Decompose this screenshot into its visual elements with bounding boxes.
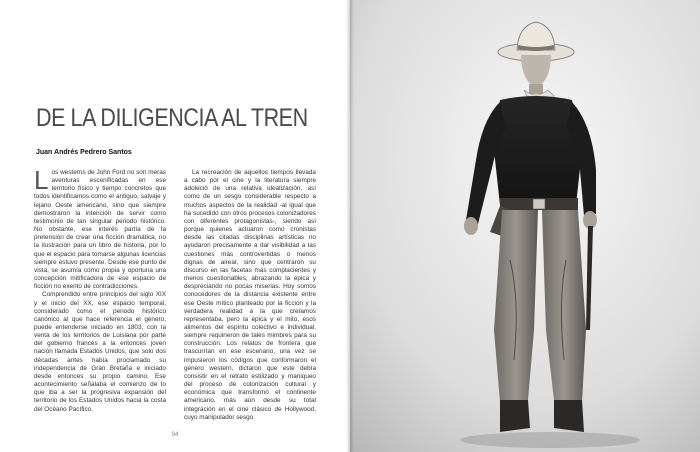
page-number: 94 [171, 431, 179, 438]
paragraph [34, 165, 166, 291]
drop-cap: L [34, 165, 49, 195]
ground-shadow [460, 432, 640, 448]
paragraph: La recreación de aquellos tiempos llevada a cabo por el cine y la literatura siempre adoleció de una relativa idealización, así como de un sesgo considerable respecto a muchos aspectos de la realidad -al igual que ha sucedido con otros procesos colonizadores con diferentes protagonistas-, siendo así porque quienes actuaron como cronistas desde las citadas disciplinas artísticas no ayudaron precisamente a dar visibilidad a las cuestiones más controvertidas o menos dignas de airear, sino que centraron su discurso en las facetas más complacientes y menos cuestionables, abrazando la épica y despreciando no pocas miserias. Hoy somos conocedores de la distancia existente entre ese Oeste mítico planteado por la ficción y la verdadera realidad a la que creíamos representaba, pero la épica y el mito, esos alimentos del espíritu colectivo e individual, siempre requirieron de tales mimbres para su construcción. Los relatos de frontera que trascurrían en ese escenario, una vez se impusieron los códigos que conformaron el género western, dictaron que este debía consistir en el retrato estilizado y maniqueo del proceso de colonización cultural y económica que transformó el continente americano, más aún desde su total integración en el cine clásico de Hollywood, cuyo manipulador sesgo [184, 169, 316, 421]
text-column-2 [184, 169, 316, 429]
paragraph: Comprendido entre principios del siglo XIX y el inicio del XX, ese espacio temporal, considerado como el periodo histórico canónico al que hace referencia el género, puede entenderse iniciado en 1803, con la venta de los territorios de Luisiana por parte del gobierno francés a la entonces joven nación llamada Estados Unidos, que solo dos décadas antes había proclamado su independencia de Gran Bretaña e iniciado desde entonces su propio camino. Ese acontecimiento señalaba el comienzo de lo que iba a ser la progresiva expansión del territorio de los Estados Unidos hacia la costa del Océano Pacífico. [34, 291, 166, 413]
cowboy-photo [350, 0, 700, 452]
right-boot-icon [554, 400, 584, 432]
shirt-icon [494, 96, 582, 205]
text-column-1 [34, 165, 166, 429]
article-title: DE LA DILIGENCIA AL TREN [36, 104, 308, 132]
paragraph-text: os westerns de John Ford no son meras aventuras escenificadas en ese territorio físico y tiempo concretos que todos identificamos como el antiguo, salvaje y lejano Oeste americano, sino que siempre demostraron la intención de servir como testimonio de tan singular periodo histórico. No obstante, ese interés partía de la pretensión de crear una ficción dramática, no la ilustración para un libro de historia, por lo que el espacio para tomarse algunas licencias siempre estuvo presente. Desde ese punto de vista, se asumía como propia y oportuna una concepción mitificadora de ese espacio de ficción no exento de contradicciones. [34, 169, 166, 291]
buckle-icon [533, 199, 545, 209]
article-author: Juan Andrés Pedrero Santos [36, 149, 132, 156]
left-hand-icon [464, 217, 478, 235]
right-page [350, 0, 700, 452]
left-boot-icon [500, 400, 530, 432]
